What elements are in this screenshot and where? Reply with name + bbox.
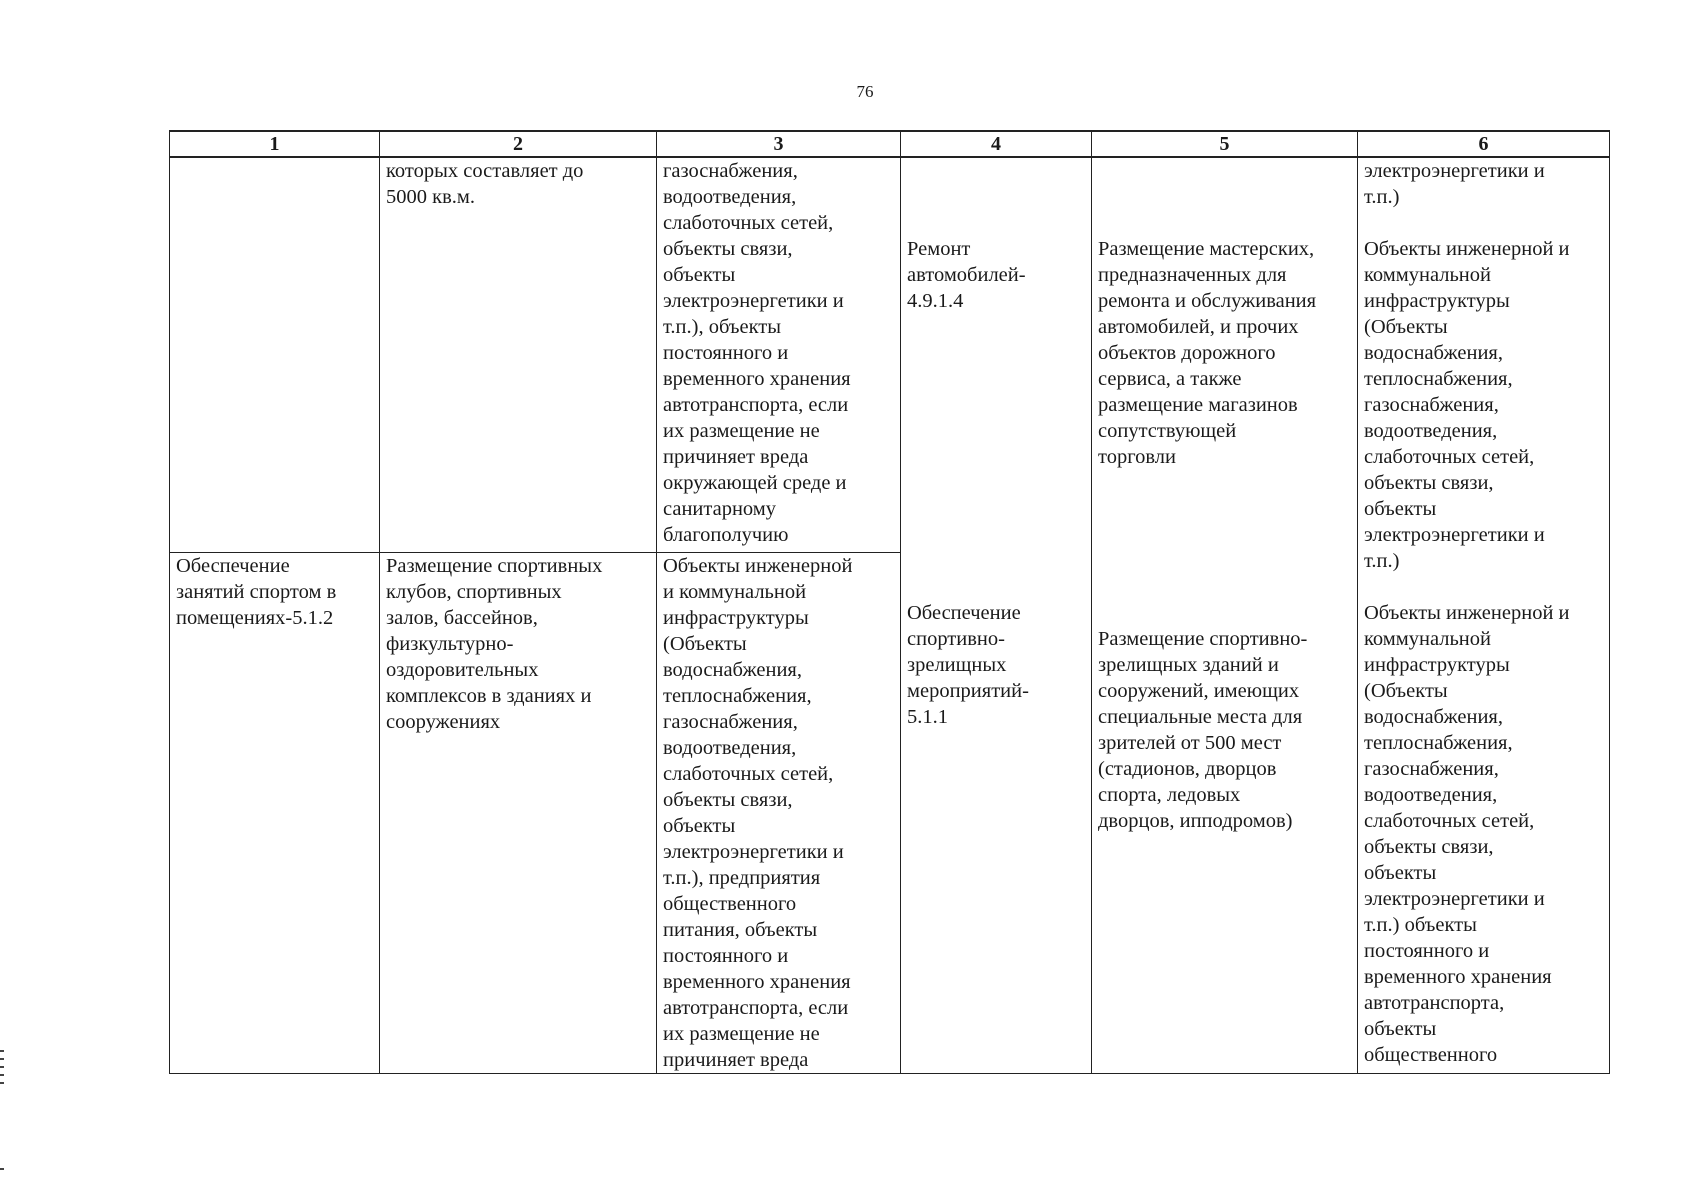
cell-conditional-auxiliary-objects: электроэнергетики и т.п.) Объекты инженерной и коммунальной инфраструктуры (Объекты водоснабжения, теплоснабжения, газоснабжения, водоотведения, слаботочных сетей, объекты связи, объекты электроэнергетики и т.п.) Объекты инженерной и коммунальной инфраструктуры (Объекты водоснабжения, теплоснабжения, газоснабжения, водоотведения, слаботочных сетей, объекты связи, объекты электроэнергетики и т.п.) объекты постоянного и временного хранения автотранспорта, объекты общественного bbox=[1358, 157, 1610, 1074]
column-header-6: 6 bbox=[1358, 131, 1610, 157]
cell-use-type bbox=[170, 157, 380, 553]
land-use-table bbox=[169, 130, 1610, 1074]
cell-auxiliary-objects: газоснабжения, водоотведения, слаботочных сетей, объекты связи, объекты электроэнергетики и т.п.), объекты постоянного и временного хранения автотранспорта, если их размещение не причиняет вреда окружающей среде и санитарному благополучию bbox=[657, 157, 901, 553]
cell-conditional-use-description: Размещение мастерских, предназначенных для ремонта и обслуживания автомобилей, и прочих объектов дорожного сервиса, а также размещение магазинов сопутствующей торговли Размещение спортивно- зрелищных зданий и сооружений, имеющих специальные места для зрителей от 500 мест (стадионов, дворцов спорта, ледовых дворцов, ипподромов) bbox=[1092, 157, 1358, 1074]
scan-edge-mark bbox=[0, 1074, 4, 1076]
cell-conditional-use-types: Ремонт автомобилей- 4.9.1.4 Обеспечение спортивно- зрелищных мероприятий- 5.1.1 bbox=[901, 157, 1092, 1074]
scan-edge-mark bbox=[0, 1050, 4, 1052]
cell-description: которых составляет до 5000 кв.м. bbox=[380, 157, 657, 553]
column-header-5: 5 bbox=[1092, 131, 1358, 157]
column-header-4: 4 bbox=[901, 131, 1092, 157]
table-row bbox=[170, 157, 1610, 553]
column-header-1: 1 bbox=[170, 131, 380, 157]
scan-edge-mark bbox=[0, 1058, 4, 1060]
column-header-2: 2 bbox=[380, 131, 657, 157]
scan-edge-mark bbox=[0, 1066, 4, 1068]
cell-description: Размещение спортивных клубов, спортивных залов, бассейнов, физкультурно- оздоровительных комплексов в зданиях и сооружениях bbox=[380, 553, 657, 1074]
page-number: 76 bbox=[856, 82, 874, 101]
scan-edge-mark bbox=[0, 1168, 4, 1170]
cell-auxiliary-objects: Объекты инженерной и коммунальной инфраструктуры (Объекты водоснабжения, теплоснабжения, газоснабжения, водоотведения, слаботочных сетей, объекты связи, объекты электроэнергетики и т.п.), предприятия общественного питания, объекты постоянного и временного хранения автотранспорта, если их размещение не причиняет вреда bbox=[657, 553, 901, 1074]
cell-use-type: Обеспечение занятий спортом в помещениях-5.1.2 bbox=[170, 553, 380, 1074]
table-header-row bbox=[170, 131, 1610, 157]
column-header-3: 3 bbox=[657, 131, 901, 157]
scan-edge-mark bbox=[0, 1082, 4, 1084]
